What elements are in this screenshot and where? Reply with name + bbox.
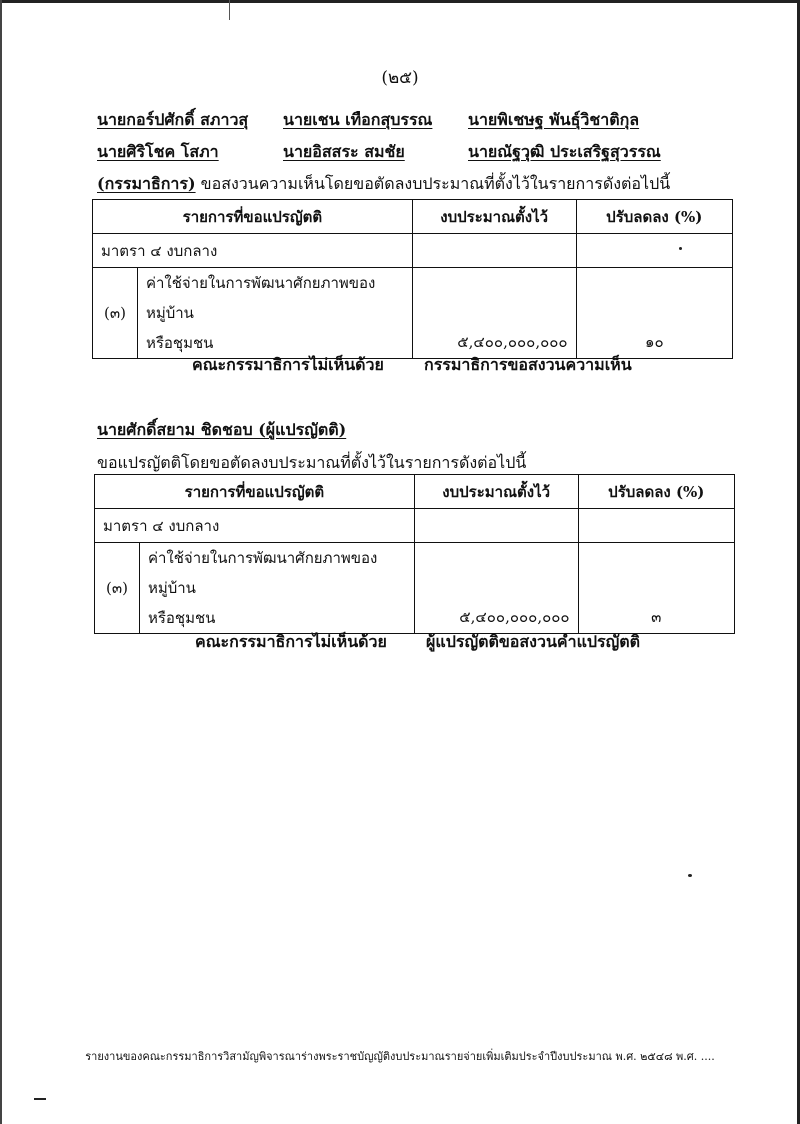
row-number: (๓) bbox=[93, 268, 138, 359]
budget-amount: ๕,๔๐๐,๐๐๐,๐๐๐ bbox=[414, 543, 578, 634]
section-label: มาตรา ๔ งบกลาง bbox=[93, 234, 413, 268]
item-line: หรือชุมชน bbox=[147, 609, 216, 627]
header-budget: งบประมาณตั้งไว้ bbox=[414, 475, 578, 509]
item-line: ค่าใช้จ่ายในการพัฒนาศักยภาพของหมู่บ้าน bbox=[145, 274, 376, 322]
empty-cell bbox=[576, 234, 732, 268]
section-label: มาตรา ๔ งบกลาง bbox=[95, 509, 415, 543]
conclusion-left: คณะกรรมาธิการไม่เห็นด้วย bbox=[192, 355, 384, 374]
committee-name: นายณัฐวุฒิ ประเสริฐสุวรรณ bbox=[468, 142, 661, 161]
header-item: รายการที่ขอแปรญัตติ bbox=[95, 475, 415, 509]
header-item: รายการที่ขอแปรญัตติ bbox=[93, 200, 413, 234]
empty-cell bbox=[578, 509, 734, 543]
conclusion-right: กรรมาธิการขอสงวนความเห็น bbox=[424, 355, 632, 374]
adjust-percent: ๓ bbox=[578, 543, 734, 634]
committee-name: นายพิเชษฐ พันธุ์วิชาติกุล bbox=[468, 110, 640, 129]
header-budget: งบประมาณตั้งไว้ bbox=[412, 200, 576, 234]
budget-table-mover bbox=[94, 474, 735, 634]
item-line: หรือชุมชน bbox=[145, 334, 214, 352]
committee-statement-lead: (กรรมาธิการ) bbox=[97, 174, 196, 193]
conclusion-right: ผู้แปรญัตติขอสงวนคำแปรญัตติ bbox=[426, 632, 641, 651]
conclusion-left: คณะกรรมาธิการไม่เห็นด้วย bbox=[195, 632, 387, 651]
row-number: (๓) bbox=[95, 543, 140, 634]
header-adjust: ปรับลดลง (%) bbox=[576, 200, 732, 234]
committee-name: นายกอร์ปศักดิ์ สภาวสุ bbox=[97, 110, 249, 129]
mover-statement: ขอแปรญัตติโดยขอตัดลงบประมาณที่ตั้งไว้ในรายการดังต่อไปนี้ bbox=[97, 453, 527, 472]
page-edge-top bbox=[0, 0, 800, 3]
mover-name: นายศักดิ์สยาม ชิดชอบ (ผู้แปรญัตติ) bbox=[97, 420, 347, 439]
budget-table-committee bbox=[92, 199, 733, 359]
item-line: ค่าใช้จ่ายในการพัฒนาศักยภาพของหมู่บ้าน bbox=[147, 549, 378, 597]
committee-statement bbox=[97, 172, 670, 197]
scan-speck bbox=[688, 874, 692, 877]
scan-mark bbox=[229, 0, 230, 20]
empty-cell bbox=[412, 234, 576, 268]
committee-name: นายเชน เทือกสุบรรณ bbox=[283, 110, 433, 129]
budget-amount: ๕,๔๐๐,๐๐๐,๐๐๐ bbox=[412, 268, 576, 359]
footer: รายงานของคณะกรรมาธิการวิสามัญพิจารณาร่างพระราชบัญญัติงบประมาณรายจ่ายเพิ่มเติมประจำปีงบประมาณ พ.ศ. ๒๕๔๘ พ.ศ. .... bbox=[85, 1050, 715, 1063]
empty-cell bbox=[414, 509, 578, 543]
page-edge-left bbox=[0, 0, 2, 1124]
item-description bbox=[139, 543, 414, 634]
committee-name: นายอิสสระ สมชัย bbox=[283, 142, 405, 161]
scan-speck bbox=[679, 247, 682, 250]
committee-statement-text: ขอสงวนความเห็นโดยขอตัดลงบประมาณที่ตั้งไว้ในรายการดังต่อไปนี้ bbox=[200, 174, 671, 193]
header-adjust: ปรับลดลง (%) bbox=[578, 475, 734, 509]
page-number: (๒๕) bbox=[381, 68, 419, 88]
adjust-percent: ๑๐ bbox=[576, 268, 732, 359]
scan-speck bbox=[34, 1098, 46, 1100]
committee-name: นายศิริโชค โสภา bbox=[97, 142, 219, 161]
item-description bbox=[137, 268, 412, 359]
